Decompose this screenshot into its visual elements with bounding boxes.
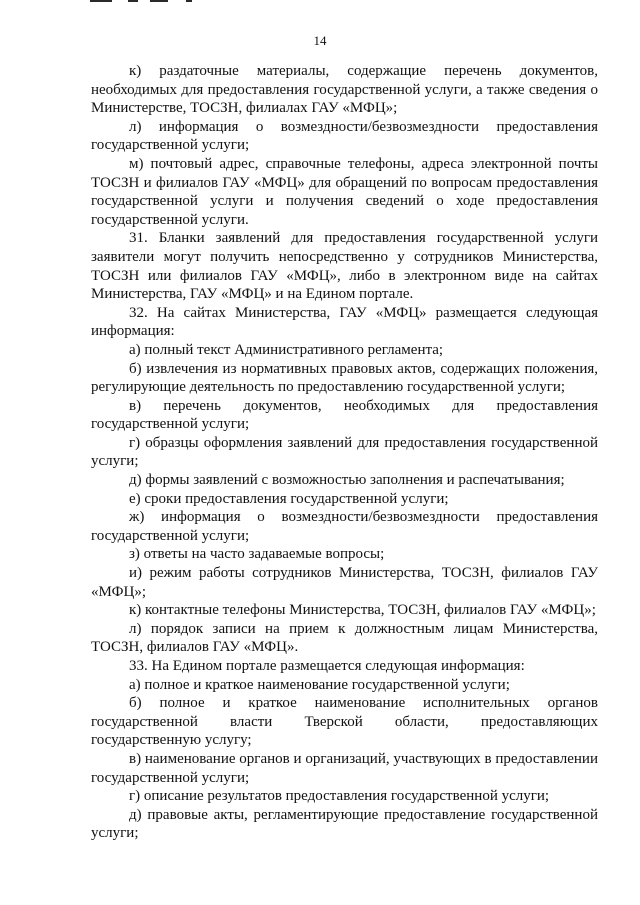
paragraph: г) образцы оформления заявлений для предоставления государственной услуги; (91, 434, 598, 470)
paragraph: л) порядок записи на прием к должностным лицам Министерства, ТОСЗН, филиалов ГАУ «МФЦ». (91, 620, 598, 656)
paragraph: д) формы заявлений с возможностью заполнения и распечатывания; (129, 472, 565, 489)
paragraph: 31. Бланки заявлений для предоставления государственной услуги заявители могут получить непосредственно у сотрудников Министерства, ТОСЗН или филиалов ГАУ «МФЦ», либо в электронном виде на сайтах Министерства, ГАУ «МФЦ» и на Едином портале. (91, 230, 598, 303)
paragraph: л) информация о возмездности/безвозмездности предоставления государственной услуги; (91, 118, 598, 154)
paragraph: в) наименование органов и организаций, участвующих в предоставлении государственной услуги; (91, 750, 598, 786)
paragraph: г) описание результатов предоставления государственной услуги; (129, 788, 550, 805)
paragraph: а) полный текст Административного регламента; (129, 341, 444, 358)
paragraph: к) контактные телефоны Министерства, ТОСЗН, филиалов ГАУ «МФЦ»; (129, 602, 596, 619)
paragraph: ж) информация о возмездности/безвозмездности предоставления государственной услуги; (91, 509, 598, 544)
paragraph: б) извлечения из нормативных правовых актов, содержащих положения, регулирующие деятельность по предоставлению государственной услуги; (91, 360, 598, 396)
document-body (91, 62, 598, 843)
paragraph: 32. На сайтах Министерства, ГАУ «МФЦ» размещается следующая информация: (91, 304, 598, 340)
paragraph: а) полное и краткое наименование государственной услуги; (129, 676, 510, 693)
page-number: 14 (313, 33, 327, 48)
paragraph: и) режим работы сотрудников Министерства, ТОСЗН, филиалов ГАУ «МФЦ»; (91, 565, 598, 600)
scan-edge-marks (90, 0, 210, 4)
paragraph: з) ответы на часто задаваемые вопросы; (129, 546, 385, 563)
paragraph: м) почтовый адрес, справочные телефоны, адреса электронной почты ТОСЗН и филиалов ГАУ «МФЦ» для обращений по вопросам предоставления государственной услуги и получения сведений о ходе предоставления государственной услуги. (91, 155, 598, 228)
paragraph: в) перечень документов, необходимых для предоставления государственной услуги; (91, 397, 598, 433)
paragraph: к) раздаточные материалы, содержащие перечень документов, необходимых для предоставления государственной услуги, а также сведения о Министерстве, ТОСЗН, филиалах ГАУ «МФЦ»; (91, 63, 598, 117)
paragraph: е) сроки предоставления государственной услуги; (129, 490, 449, 507)
paragraph: д) правовые акты, регламентирующие предоставление государственной услуги; (91, 806, 598, 842)
paragraph: б) полное и краткое наименование исполнительных органов государственной власти Тверской области, предоставляющих государственную услугу; (91, 695, 598, 749)
paragraph: 33. На Едином портале размещается следующая информация: (129, 658, 525, 674)
